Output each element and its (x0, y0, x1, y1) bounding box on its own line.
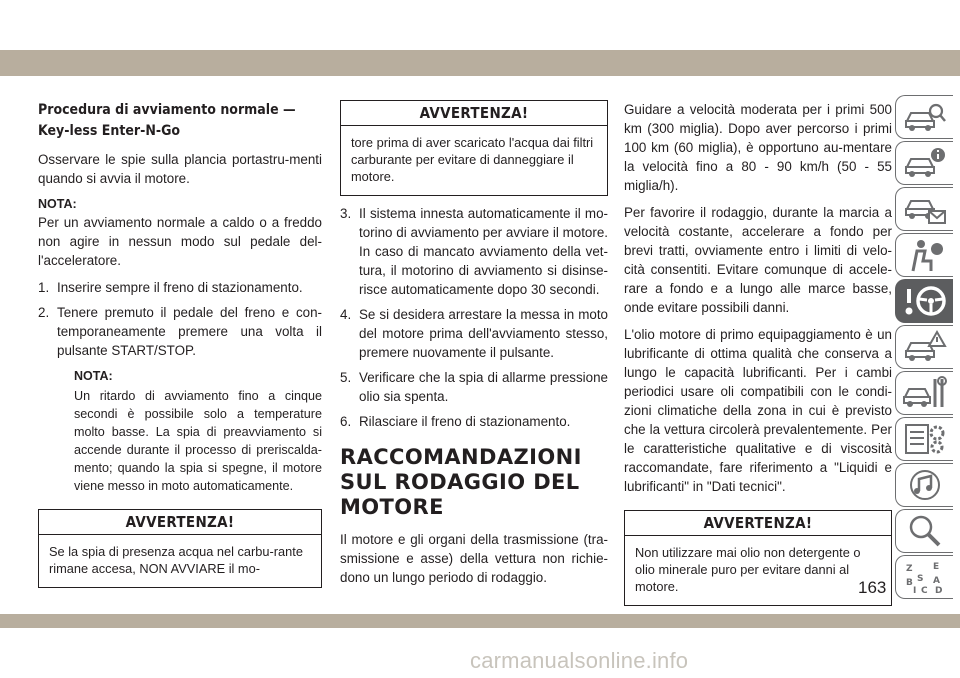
car-warning-icon (903, 329, 947, 365)
intro-paragraph: Osservare le spie sulla plancia portastru-menti quando si avvia il motore. (38, 152, 322, 186)
warning-box (624, 510, 892, 606)
warning-text: Se la spia di presenza acqua nel carbu-rante rimane accesa, NON AVVIARE il mo- (49, 544, 303, 576)
airbag-seat-icon (903, 237, 947, 273)
inner-note (74, 368, 322, 495)
svg-text:A: A (932, 576, 940, 586)
svg-text:I: I (912, 586, 916, 595)
tab-car-warning[interactable] (895, 325, 953, 369)
tab-car-tools[interactable] (895, 371, 953, 415)
note-label: NOTA: (74, 369, 113, 383)
note-label: NOTA: (38, 197, 77, 211)
svg-text:C: C (920, 586, 928, 595)
note-text: Un ritardo di avviamento fino a cinque secondi è possibile solo a temperature molto basse. La spia di preavviamento si accende durante il processo di preriscalda-mento; quando la spia si spegne, il motore viene messo in moto automaticamente. (74, 389, 322, 493)
list-item: 3. Il sistema innesta automaticamente il mo-torino di avviamento per avviare il motore. In caso di mancato avviamento della vet-tura, il motorino di avviamento si disinse-risce automaticamente dopo 30 secondi. (340, 206, 608, 297)
warning-title: AVVERTENZA! (39, 510, 321, 535)
steps-list-b (340, 204, 608, 431)
list-item: 2. Tenere premuto il pedale del freno e con-temporaneamente premere una volta il pulsante START/STOP. (38, 305, 322, 358)
svg-text:B: B (905, 578, 913, 588)
column-3 (624, 100, 892, 614)
list-item: 4. Se si desidera arrestare la messa in moto del motore prima dell'avviamento stesso, premere nuovamente il pulsante. (340, 307, 608, 360)
column-2 (340, 100, 608, 595)
tab-search[interactable] (895, 509, 953, 553)
section-title: RACCOMANDAZIONI SUL RODAGGIO DEL MOTORE (340, 445, 582, 519)
list-item: 5. Verificare che la spia di allarme pressione olio sia spenta. (340, 370, 608, 404)
car-message-icon (903, 191, 947, 227)
section-paragraph: Il motore e gli organi della trasmissione (tra-smissione e asse) della vettura non richie-dono un lungo periodo di rodaggio. (340, 532, 608, 585)
svg-text:D: D (934, 586, 942, 595)
note-text: Per un avviamento normale a caldo o a freddo non agire in nessun modo sul pedale del-l'acceleratore. (38, 215, 322, 268)
list-item: 6. Rilasciare il freno di stazionamento. (340, 414, 571, 429)
car-info-icon (903, 145, 947, 181)
footer-band (0, 614, 960, 628)
svg-text:Z: Z (905, 564, 913, 574)
column-1 (38, 100, 322, 596)
list-item: 1. Inserire sempre il freno di stazionamento. (38, 280, 303, 295)
watermark: carmanualsonline.info (470, 648, 689, 673)
warning-box (340, 100, 608, 196)
header-bar (0, 50, 960, 76)
tab-service-list[interactable] (895, 417, 953, 461)
multimedia-icon (903, 467, 947, 503)
warning-text: Non utilizzare mai olio non detergente o olio minerale puro per evitare danni al motore. (635, 545, 861, 594)
search-icon (903, 513, 947, 549)
steering-wheel-icon (903, 283, 947, 319)
paragraph-3: L'olio motore di primo equipaggiamento è un lubrificante di ottima qualità che conserva a lungo le capacità lubrificanti. Per i cambi periodici usare oli compatibili con le condi-zioni climatiche della zona in cui è previsto che la vettura circolerà prevalentemente. Per le caratteristiche qualitative e di viscosità raccomandate, fare riferimento a "Liquidi e lubrificanti" in "Dati tecnici". (624, 327, 892, 494)
steps-list-a (38, 278, 322, 360)
tab-alphabet-index[interactable] (895, 555, 953, 599)
paragraph-1: Guidare a velocità moderata per i primi 500 km (300 miglia). Dopo aver percorso i primi 100 km (60 miglia), è opportuno au-mentare la velocità fino a 80 - 90 km/h (50 - 55 miglia/h). (624, 102, 892, 193)
alphabet-index-icon (903, 559, 947, 595)
tab-car-message[interactable] (895, 187, 953, 231)
chapter-tabs (895, 95, 953, 601)
svg-text:S: S (916, 574, 923, 584)
car-search-icon (903, 99, 947, 135)
warning-text: tore prima di aver scaricato l'acqua dai filtri carburante per evitare di danneggiare il motore. (351, 135, 594, 184)
tab-multimedia[interactable] (895, 463, 953, 507)
header-band (0, 0, 960, 56)
car-tools-icon (903, 375, 947, 411)
tab-steering-wheel[interactable] (895, 279, 953, 323)
paragraph-2: Per favorire il rodaggio, durante la marcia a velocità costante, accelerare a fondo per brevi tratti, ovviamente entro i limiti di velo-cità consentiti. Evitare comunque di accele-rare a fondo e a lungo alle marce basse, onde evitare possibili danni. (624, 205, 892, 315)
tab-airbag-seat[interactable] (895, 233, 953, 277)
warning-box (38, 509, 322, 588)
subsection-heading: Procedura di avviamento normale — Key-less Enter-N-Go (38, 102, 296, 139)
warning-title: AVVERTENZA! (625, 511, 891, 536)
svg-text:E: E (932, 562, 939, 572)
tab-car-info[interactable] (895, 141, 953, 185)
service-list-icon (903, 421, 947, 457)
tab-car-search[interactable] (895, 95, 953, 139)
page-number: 163 (858, 578, 887, 597)
warning-title: AVVERTENZA! (341, 101, 607, 126)
